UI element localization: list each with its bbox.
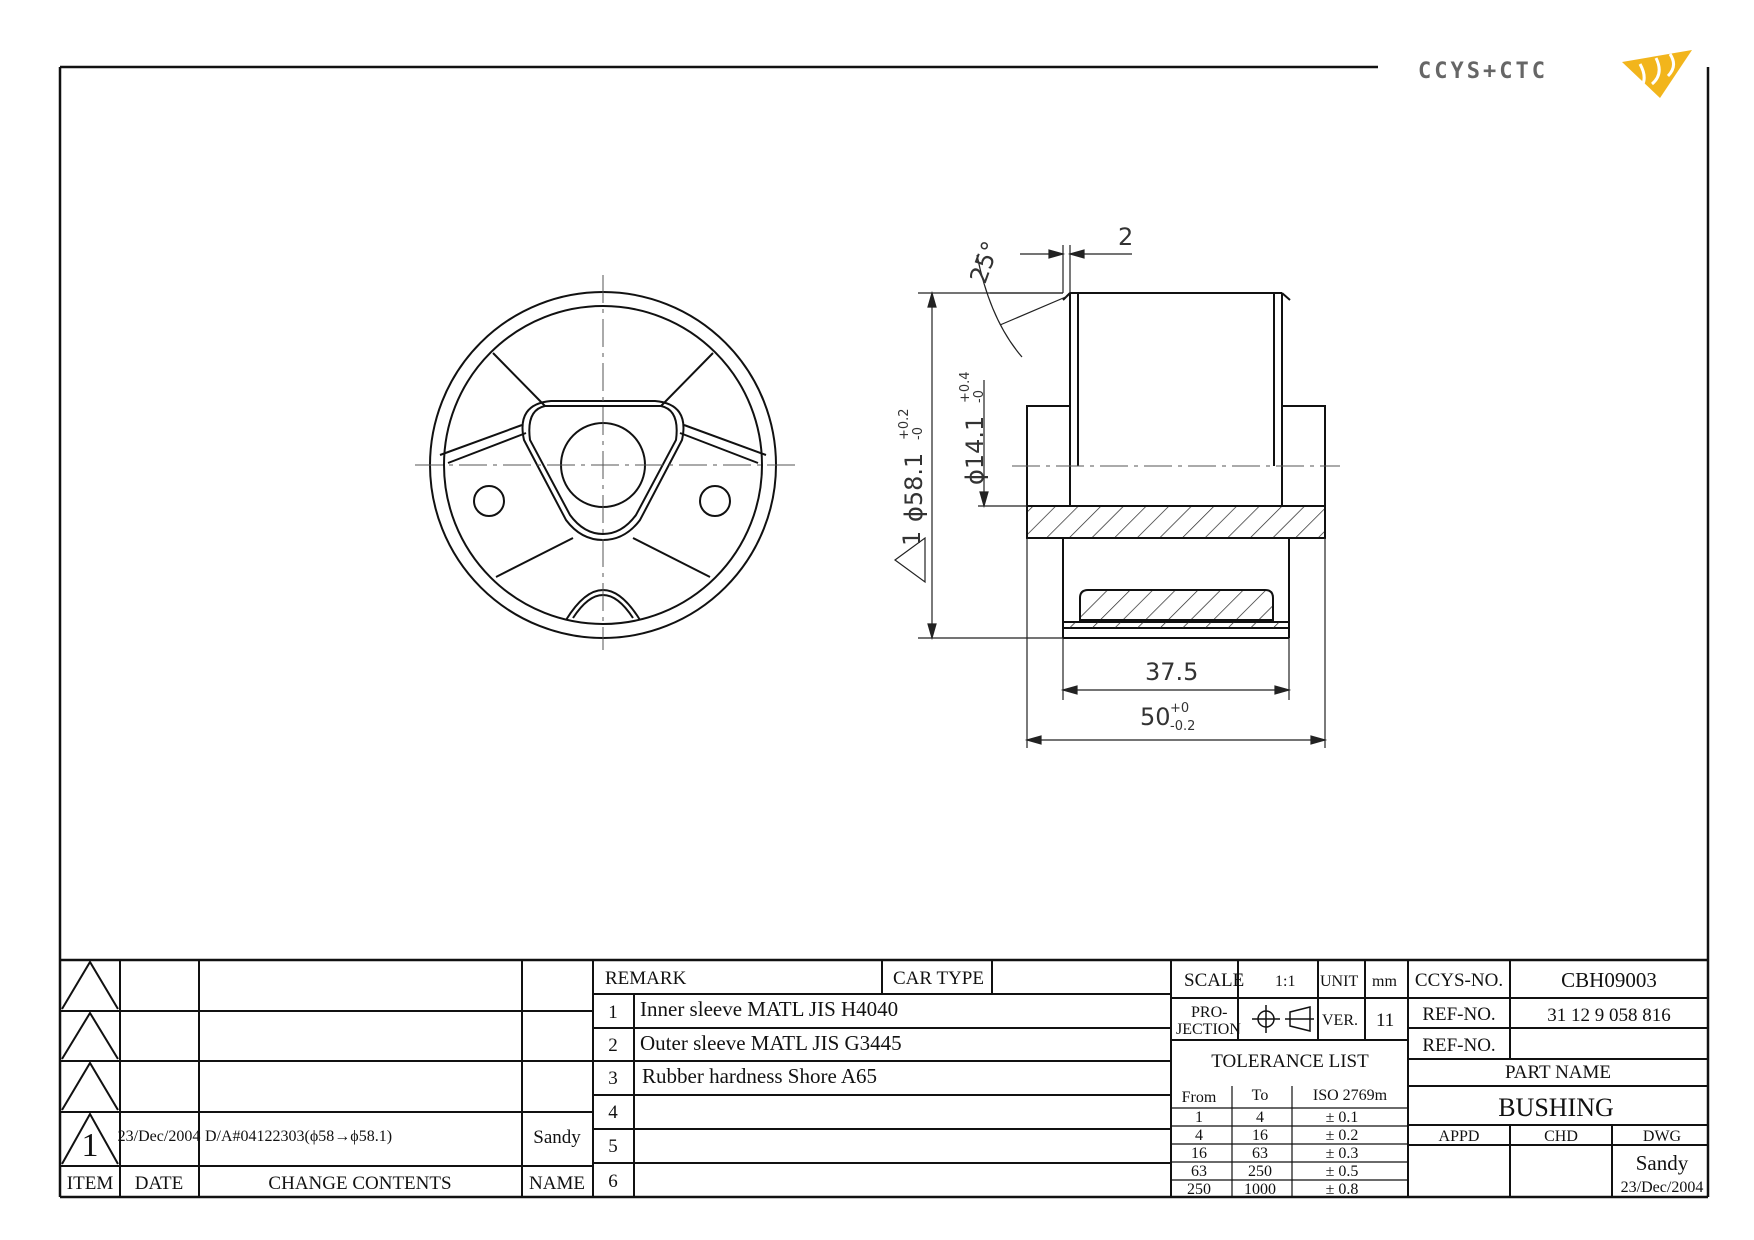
projection-label-1: PRO- bbox=[1191, 1004, 1228, 1021]
header-date: DATE bbox=[134, 1173, 184, 1194]
ref-no-label: REF-NO. bbox=[1422, 1004, 1496, 1025]
remark-item bbox=[608, 1031, 901, 1056]
svg-text:1: 1 bbox=[81, 1127, 99, 1164]
svg-text:1: 1 bbox=[1195, 1109, 1203, 1126]
svg-text:-0: -0 bbox=[972, 390, 987, 403]
svg-text:ϕ14.1: ϕ14.1 bbox=[961, 415, 989, 485]
version-value: 11 bbox=[1376, 1010, 1395, 1031]
svg-text:4: 4 bbox=[1256, 1109, 1264, 1126]
dim-top-width: 2 bbox=[1118, 223, 1134, 251]
front-view bbox=[415, 275, 795, 650]
section-view bbox=[1012, 293, 1340, 638]
svg-text:16: 16 bbox=[1252, 1127, 1268, 1144]
svg-text:Sandy: Sandy bbox=[533, 1127, 581, 1148]
svg-text:+0.2: +0.2 bbox=[897, 408, 912, 440]
version-label: VER. bbox=[1322, 1012, 1358, 1029]
svg-text:+0: +0 bbox=[1170, 701, 1190, 716]
svg-text:± 0.5: ± 0.5 bbox=[1325, 1163, 1359, 1180]
remark-label: REMARK bbox=[605, 968, 687, 989]
projection-label-2: JECTION bbox=[1176, 1021, 1241, 1038]
tolerance-row bbox=[1191, 1163, 1358, 1180]
scale-label: SCALE bbox=[1184, 970, 1245, 991]
tolerance-row bbox=[1195, 1109, 1358, 1126]
tolerance-row bbox=[1191, 1145, 1358, 1162]
part-name-label: PART NAME bbox=[1504, 1062, 1612, 1083]
appd-label: APPD bbox=[1438, 1128, 1480, 1145]
logo-text: CCYS+CTC bbox=[1418, 59, 1548, 84]
unit-label: UNIT bbox=[1320, 973, 1359, 990]
svg-text:4: 4 bbox=[1195, 1127, 1203, 1144]
revision-mark-number: 1 bbox=[898, 530, 926, 546]
part-name-value: BUSHING bbox=[1498, 1093, 1614, 1122]
dim-total-length bbox=[1140, 701, 1195, 734]
svg-text:6: 6 bbox=[608, 1171, 618, 1192]
svg-text:± 0.1: ± 0.1 bbox=[1325, 1109, 1359, 1126]
svg-text:Rubber hardness Shore A65: Rubber hardness Shore A65 bbox=[642, 1064, 878, 1088]
tolerance-header-std: ISO 2769m bbox=[1312, 1087, 1388, 1104]
svg-text:23/Dec/2004: 23/Dec/2004 bbox=[117, 1128, 201, 1145]
car-type-label: CAR TYPE bbox=[893, 968, 984, 989]
logo-mark bbox=[1622, 50, 1692, 98]
projection-symbol bbox=[1252, 1005, 1314, 1033]
scale-value: 1:1 bbox=[1275, 973, 1296, 990]
tolerance-row bbox=[1195, 1127, 1358, 1144]
revision-row bbox=[82, 1127, 582, 1164]
title-block-grid bbox=[60, 960, 1708, 1197]
tolerance-header-to: To bbox=[1251, 1087, 1269, 1104]
svg-text:5: 5 bbox=[608, 1136, 618, 1157]
svg-text:63: 63 bbox=[1252, 1145, 1268, 1162]
remarks-table bbox=[605, 968, 984, 1192]
svg-text:50: 50 bbox=[1140, 703, 1171, 731]
company-logo bbox=[1418, 50, 1692, 98]
svg-text:250: 250 bbox=[1187, 1181, 1211, 1198]
dwg-value: Sandy bbox=[1635, 1151, 1689, 1175]
dim-angle: 25° bbox=[964, 237, 1006, 288]
header-name: NAME bbox=[529, 1173, 585, 1194]
svg-text:-0.2: -0.2 bbox=[1170, 719, 1196, 734]
svg-text:ϕ58.1: ϕ58.1 bbox=[900, 452, 928, 522]
tolerance-row bbox=[1187, 1181, 1358, 1198]
svg-text:Inner sleeve MATL JIS H4040: Inner sleeve MATL JIS H4040 bbox=[640, 997, 899, 1021]
remark-item bbox=[608, 997, 898, 1023]
ref-no-value: 31 12 9 058 816 bbox=[1547, 1005, 1671, 1026]
svg-text:3: 3 bbox=[608, 1068, 618, 1089]
remark-item bbox=[608, 1171, 618, 1192]
svg-text:± 0.8: ± 0.8 bbox=[1325, 1181, 1359, 1198]
remark-item bbox=[608, 1064, 877, 1089]
dim-sleeve-length: 37.5 bbox=[1145, 658, 1199, 686]
svg-text:D/A#04122303(ϕ58→ϕ58.1): D/A#04122303(ϕ58→ϕ58.1) bbox=[205, 1128, 393, 1145]
svg-text:4: 4 bbox=[608, 1102, 618, 1123]
svg-text:2: 2 bbox=[608, 1035, 618, 1056]
svg-text:1000: 1000 bbox=[1244, 1181, 1276, 1198]
dwg-label: DWG bbox=[1642, 1128, 1682, 1145]
header-item: ITEM bbox=[66, 1173, 114, 1194]
dim-outer-dia bbox=[897, 408, 928, 522]
svg-text:250: 250 bbox=[1248, 1163, 1272, 1180]
svg-text:± 0.3: ± 0.3 bbox=[1325, 1145, 1359, 1162]
dwg-date: 23/Dec/2004 bbox=[1620, 1179, 1704, 1196]
svg-text:± 0.2: ± 0.2 bbox=[1325, 1127, 1359, 1144]
unit-value: mm bbox=[1372, 973, 1397, 990]
dimension-texts bbox=[897, 223, 1198, 734]
svg-text:-0: -0 bbox=[911, 427, 926, 440]
dimension-lines bbox=[895, 245, 1325, 748]
ccys-no-label: CCYS-NO. bbox=[1414, 970, 1504, 991]
svg-text:+0.4: +0.4 bbox=[958, 371, 973, 403]
chd-label: CHD bbox=[1544, 1128, 1578, 1145]
ref-no-2-label: REF-NO. bbox=[1422, 1035, 1496, 1056]
remark-item bbox=[608, 1136, 618, 1157]
title-block bbox=[1415, 968, 1703, 1196]
svg-text:63: 63 bbox=[1191, 1163, 1207, 1180]
revision-table bbox=[67, 1127, 585, 1194]
svg-text:1: 1 bbox=[608, 1002, 618, 1023]
svg-text:Outer sleeve MATL JIS G3445: Outer sleeve MATL JIS G3445 bbox=[640, 1031, 902, 1055]
tolerance-title: TOLERANCE LIST bbox=[1211, 1051, 1369, 1072]
ccys-no-value: CBH09003 bbox=[1561, 968, 1657, 992]
tolerance-list bbox=[1182, 1051, 1388, 1198]
remark-item bbox=[608, 1102, 618, 1123]
svg-text:16: 16 bbox=[1191, 1145, 1207, 1162]
header-change-contents: CHANGE CONTENTS bbox=[268, 1173, 452, 1194]
tolerance-header-from: From bbox=[1181, 1089, 1217, 1106]
